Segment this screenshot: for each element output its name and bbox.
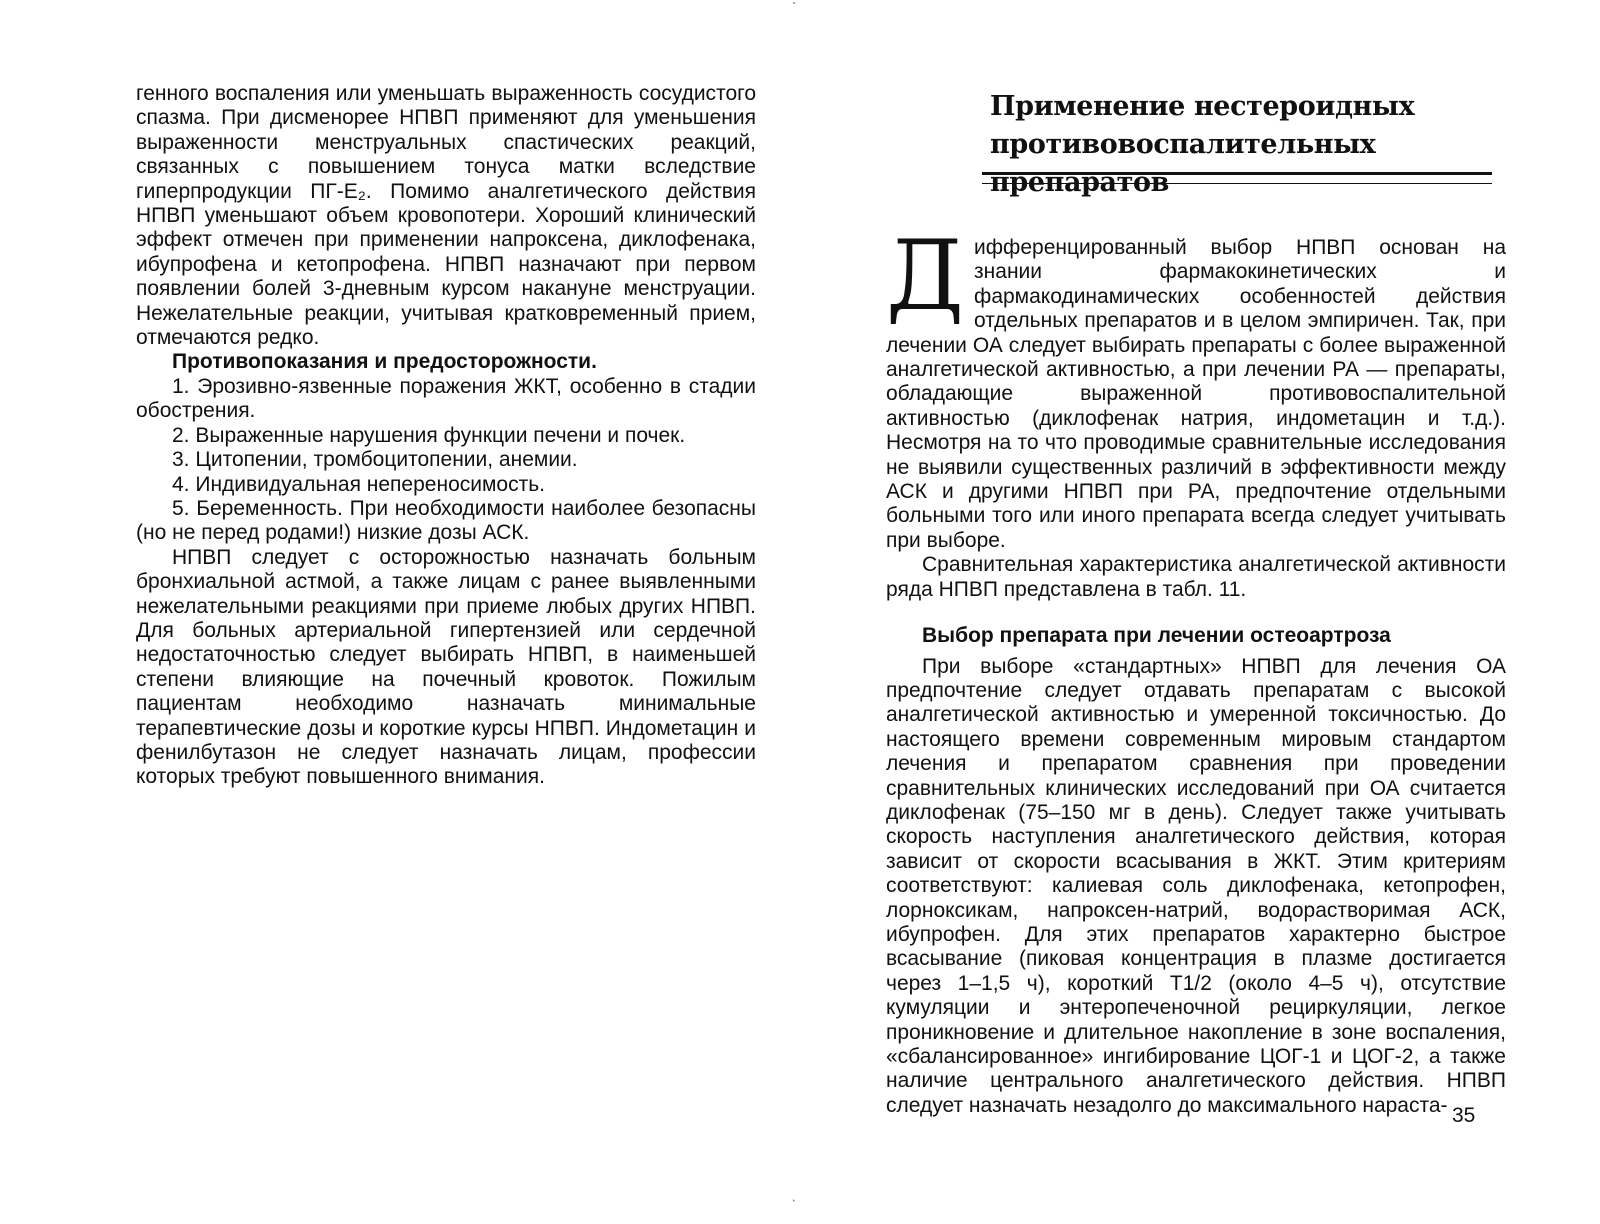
right-page [800,0,1600,1224]
binding-mark: ˎ [792,1188,796,1202]
dropcap: Д [886,220,965,332]
paragraph: При выборе «стандартных» НПВП для лечения ОА предпочтение следует отдавать препаратам с высокой аналгетической активностью и умеренной токсичностью. До настоящего времени современным мировым стандартом лечения и препаратом сравнения при проведении сравнительных клинических исследований при ОА считается диклофенак (75–150 мг в день). Следует также учитывать скорость наступления аналгетического действия, которая зависит от скорости всасывания в ЖКТ. Этим критериям соответствуют: калиевая соль диклофенака, кетопрофен, лорноксикам, напроксен-натрий, водорастворимая АСК, ибупрофен. Для этих препаратов характерно быстрое всасывание (пиковая концентрация в плазме достигается через 1–1,5 ч), короткий T1/2 (около 4–5 ч), отсутствие кумуляции и энтеропеченочной рециркуляции, легкое проникновение и длительное накопление в зоне воспаления, «сбалансированное» ингибирование ЦОГ-1 и ЦОГ-2, а также наличие центрального аналгетического действия. НПВП следует назначать незадолго до максимального нараста- [886,654,1506,1117]
chapter-title-line: Применение нестероидных [990,91,1415,122]
paragraph: Сравнительная характеристика аналгетической активности ряда НПВП представлена в табл. 11. [886,553,1506,601]
list-item: 2. Выраженные нарушения функции печени и почек. [172,423,686,447]
list-item: 3. Цитопении, тромбоцитопении, анемии. [172,448,578,472]
list-item: 5. Беременность. При необходимости наиболее безопасны (но не перед родами!) низкие дозы АСК. [136,496,756,545]
subheading: Выбор препарата при лечении остеоартроза [922,624,1391,648]
chapter-title [990,88,1490,202]
list-item: 4. Индивидуальная непереносимость. [172,472,545,496]
binding-mark: ˋ [792,0,796,14]
contraindications-heading: Противопоказания и предосторожности. [172,350,597,374]
paragraph: генного воспаления или уменьшать выраженность сосудистого спазма. При дисменорее НПВП применяют для уменьшения выраженности менструальных спастических реакций, связанных с повышением тонуса матки вследствие гиперпродукции ПГ-Е₂. Помимо аналгетического действия НПВП уменьшают объем кровопотери. Хороший клинический эффект отмечен при применении напроксена, диклофенака, ибупрофена и кетопрофена. НПВП назначают при первом появлении болей 3-дневным курсом накануне менструации. Нежелательные реакции, учитывая кратковременный прием, отмечаются редко. [136,82,756,350]
right-text-column [886,220,1506,1118]
chapter-title-line: противовоспалительных препаратов [990,129,1376,198]
paragraph [886,220,1506,553]
paragraph: НПВП следует с осторожностью назначать больным бронхиальной астмой, а также лицам с ранее выявленными нежелательными реакциями при приеме любых других НПВП. Для больных артериальной гипертензией или сердечной недостаточностью следует выбирать НПВП, в наименьшей степени влияющие на почечный кровоток. Пожилым пациентам необходимо назначать минимальные терапевтические дозы и короткие курсы НПВП. Индометацин и фенилбутазон не следует назначать лицам, профессии которых требуют повышенного внимания. [136,545,756,789]
left-text-column [136,82,756,790]
page-number: 35 [1452,1104,1476,1127]
title-rule [982,172,1492,184]
list-item: 1. Эрозивно-язвенные поражения ЖКТ, особенно в стадии обострения. [136,374,756,423]
paragraph-text: ифференцированный выбор НПВП основан на знании фармакокинетических и фармакодинамических особенностей действия отдельных препаратов и в целом эмпиричен. Так, при лечении ОА следует выбирать препараты с более выраженной аналгетической активностью, а при лечении РА — препараты, обладающие выраженной противовоспалительной активностью (диклофенак натрия, индометацин и т.д.). Несмотря на то что проводимые сравнительные исследования не выявили существенных различий в эффективности между АСК и другими НПВП при РА, предпочтение отдельными больными того или иного препарата всегда следует учитывать при выборе. [886,236,1506,552]
